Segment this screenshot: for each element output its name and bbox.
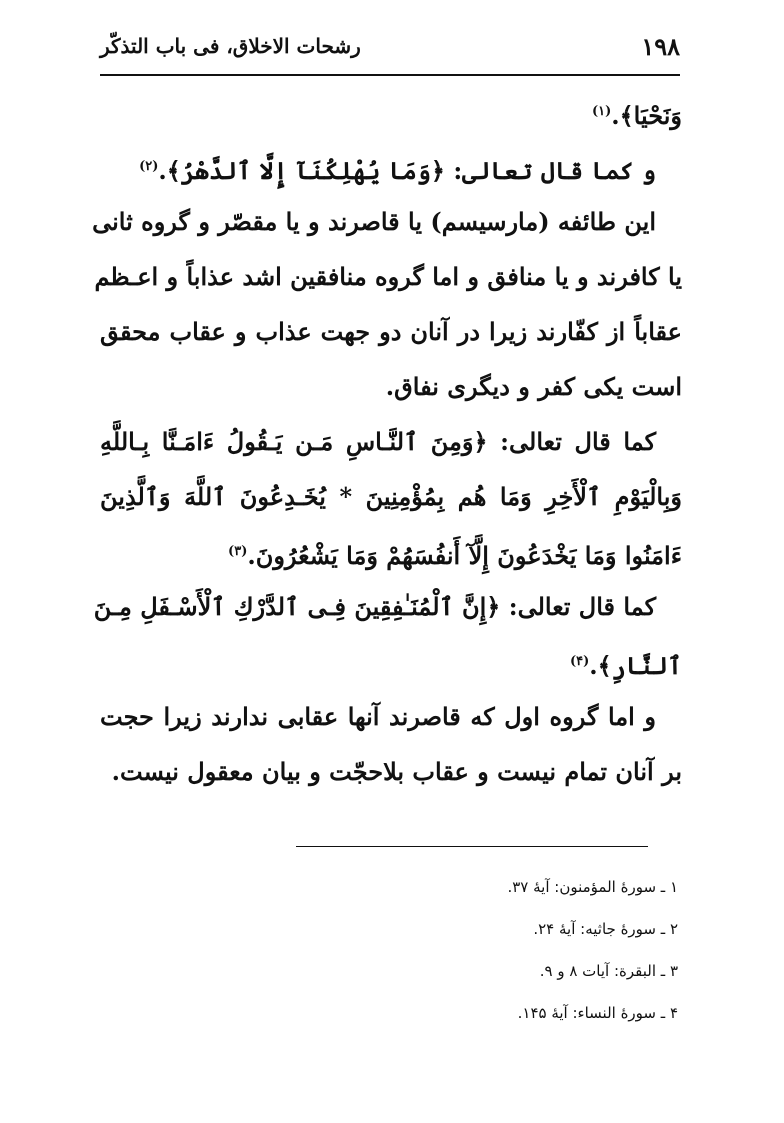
text-line: وَنَحْيَا﴾.$^{(۱)}$	[591, 101, 682, 130]
footnotes	[200, 866, 682, 1034]
footnote: ۳ ـ البقرة: آیات ۸ و ۹.	[539, 962, 678, 980]
text-line: این طائفه (مارسیسم) یا قاصرند و یا مقصّر و گروه ثانی	[92, 207, 656, 236]
footnote: ۲ ـ سورهٔ جاثیه: آیهٔ ۲۴.	[533, 920, 678, 938]
page-header	[100, 28, 680, 76]
footnote-rule	[296, 846, 648, 847]
text-line: عقاباً از کفّارند زیرا در آنان دو جهت عذاب و عقاب محقق	[100, 317, 682, 346]
text-line: و کما قال تعالی: ﴿وَمَا يُهْلِكُنَآ إِلَّا ٱلدَّهْرُ﴾.$^{(۲)}$	[139, 156, 656, 185]
footnote-marker: (۲)	[139, 159, 159, 174]
page-number: ۱۹۸	[641, 32, 680, 61]
footnote: ۱ ـ سورهٔ المؤمنون: آیهٔ ۳۷.	[507, 878, 678, 896]
text-line: وَبِالْيَوْمِ ٱلْأَخِرِ وَمَا هُم بِمُؤْمِنِينَ * يُخَـدِعُونَ ٱللَّهَ وَٱلَّذِينَ	[100, 482, 682, 511]
main-text	[92, 84, 682, 799]
footnote-marker: (۳)	[228, 544, 248, 559]
footnote-marker: (۱)	[591, 104, 612, 119]
footnote-marker: (۴)	[569, 654, 590, 669]
text-line: و اما گروه اول که قاصرند آنها عقابی ندارند زیرا حجت	[100, 702, 656, 731]
text-line: کما قال تعالی: ﴿إِنَّ ٱلْمُنَـٰفِقِينَ فِـى ٱلدَّرْكِ ٱلْأَسْـفَلِ مِـنَ	[93, 592, 656, 621]
text-line: بر آنان تمام نیست و عقاب بلاحجّت و بیان معقول نیست.	[111, 757, 682, 786]
text-line: کما قال تعالی: ﴿وَمِنَ ٱلنَّـاسِ مَـن يَـقُولُ ءَامَـنَّا بِـاللَّهِ	[100, 427, 656, 456]
text-line: ءَامَنُوا وَمَا يَخْدَعُونَ إِلَّآ أَنفُسَهُمْ وَمَا يَشْعُرُونَ.$^{(۳)}$	[228, 541, 682, 570]
text-line: است یکی کفر و دیگری نفاق.	[385, 372, 682, 401]
running-title: رشحات الاخلاق، فی باب التذکّر	[100, 34, 361, 58]
text-line: ٱلنَّارِ﴾.$^{(۴)}$	[569, 651, 682, 680]
header-rule	[100, 74, 680, 76]
footnote: ۴ ـ سورهٔ النساء: آیهٔ ۱۴۵.	[517, 1004, 678, 1022]
text-line: یا کافرند و یا منافق و اما گروه منافقین اشد عذاباً و اعـظم	[94, 262, 682, 291]
